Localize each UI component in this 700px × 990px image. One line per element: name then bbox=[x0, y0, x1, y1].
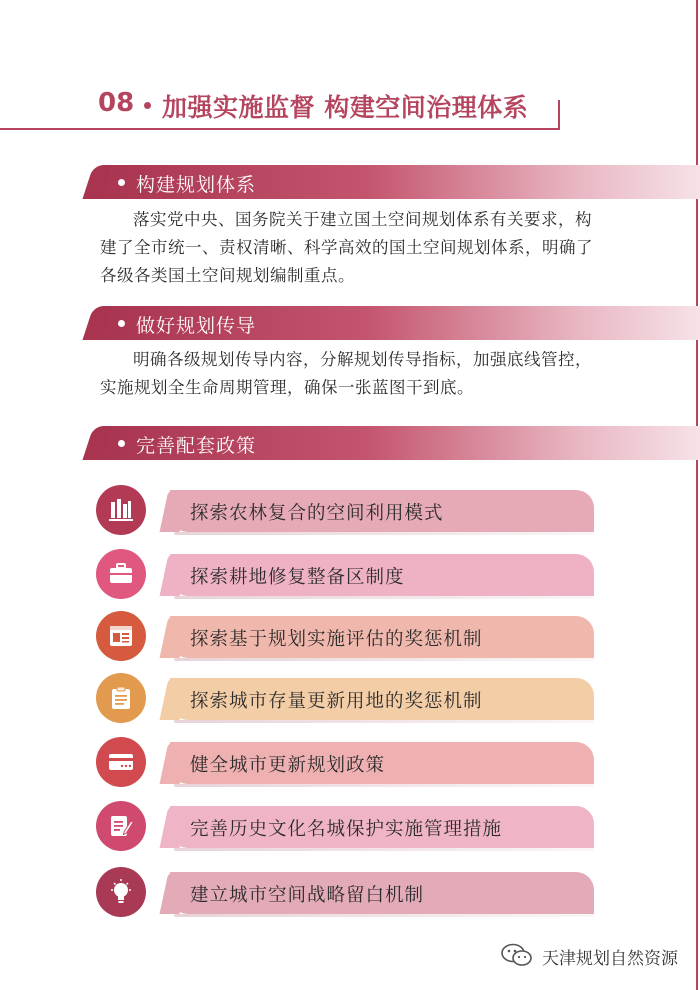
briefcase-icon bbox=[107, 560, 135, 588]
policy-item bbox=[96, 740, 596, 786]
policy-icon-circle bbox=[96, 867, 146, 917]
banner-bullet bbox=[118, 179, 125, 186]
header-bullet bbox=[144, 102, 151, 109]
wechat-icon bbox=[500, 942, 534, 968]
document-edit-icon bbox=[107, 812, 135, 840]
policy-label: 建立城市空间战略留白机制 bbox=[190, 885, 425, 906]
policy-bar bbox=[170, 490, 594, 532]
policy-bar-shadow bbox=[174, 848, 594, 851]
policy-item bbox=[96, 676, 596, 722]
clipboard-icon bbox=[107, 684, 135, 712]
section-banner-supporting-policies bbox=[96, 426, 700, 460]
books-icon bbox=[107, 496, 135, 524]
banner-bullet bbox=[118, 440, 125, 447]
section-heading: 做好规划传导 bbox=[136, 315, 257, 337]
policy-item bbox=[96, 488, 596, 534]
section-heading: 构建规划体系 bbox=[136, 174, 257, 196]
policy-label: 探索城市存量更新用地的奖惩机制 bbox=[190, 691, 483, 712]
section-heading: 完善配套政策 bbox=[136, 435, 257, 457]
section-body-planning-transmission: 明确各级规划传导内容，分解规划传导指标，加强底线管控，实施规划全生命周期管理，确保一张蓝图干到底。 bbox=[100, 350, 592, 397]
policy-label: 探索农林复合的空间利用模式 bbox=[190, 503, 444, 524]
section-banner-planning-transmission bbox=[96, 306, 700, 340]
policy-bar bbox=[170, 872, 594, 914]
policy-icon-circle bbox=[96, 611, 146, 661]
policy-bar-shadow bbox=[174, 596, 594, 599]
header-underline bbox=[0, 128, 560, 130]
credit-card-icon bbox=[107, 748, 135, 776]
policy-bar-shadow bbox=[174, 914, 594, 917]
policy-bar-shadow bbox=[174, 658, 594, 661]
policy-item bbox=[96, 870, 596, 916]
policy-bar bbox=[170, 554, 594, 596]
section-banner-planning-system bbox=[96, 165, 700, 199]
policy-icon-circle bbox=[96, 737, 146, 787]
browser-window-icon bbox=[107, 622, 135, 650]
policy-bar bbox=[170, 806, 594, 848]
policy-label: 探索耕地修复整备区制度 bbox=[190, 567, 405, 588]
banner-bullet bbox=[118, 320, 125, 327]
header-tick bbox=[558, 100, 560, 130]
lightbulb-icon bbox=[107, 878, 135, 906]
policy-icon-circle bbox=[96, 549, 146, 599]
policy-bar-shadow bbox=[174, 720, 594, 723]
page-title: 加强实施监督 构建空间治理体系 bbox=[162, 93, 529, 122]
policy-label: 完善历史文化名城保护实施管理措施 bbox=[190, 819, 503, 840]
policy-label: 健全城市更新规划政策 bbox=[190, 755, 386, 776]
section-number: 08 bbox=[98, 88, 135, 118]
policy-bar-shadow bbox=[174, 532, 594, 535]
policy-bar bbox=[170, 678, 594, 720]
policy-item bbox=[96, 804, 596, 850]
policy-icon-circle bbox=[96, 801, 146, 851]
watermark-text: 天津规划自然资源 bbox=[542, 949, 678, 969]
policy-bar-shadow bbox=[174, 784, 594, 787]
page-header bbox=[0, 80, 700, 130]
policy-bar bbox=[170, 742, 594, 784]
policy-item bbox=[96, 614, 596, 660]
policy-bar bbox=[170, 616, 594, 658]
policy-label: 探索基于规划实施评估的奖惩机制 bbox=[190, 629, 483, 650]
policy-icon-circle bbox=[96, 485, 146, 535]
policy-item bbox=[96, 552, 596, 598]
section-body-planning-system: 落实党中央、国务院关于建立国土空间规划体系有关要求，构建了全市统一、责权清晰、科学高效的国土空间规划体系，明确了各级各类国土空间规划编制重点。 bbox=[100, 210, 593, 285]
page-right-rule bbox=[696, 0, 698, 990]
policy-icon-circle bbox=[96, 673, 146, 723]
